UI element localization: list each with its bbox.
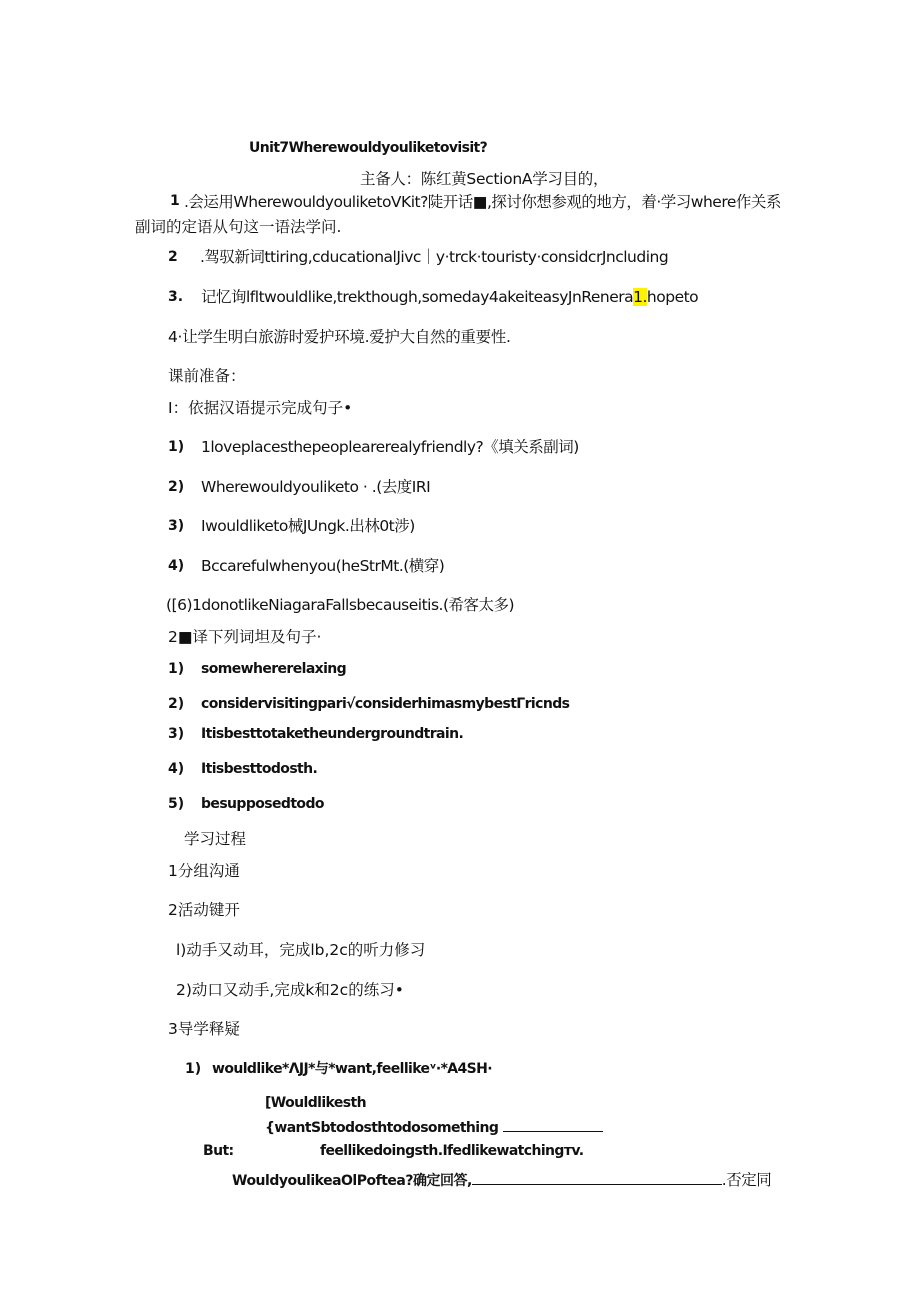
explain-brace-line-1: [Wouldlikesth (265, 1095, 366, 1111)
objective-3-text (201, 287, 698, 307)
objective-1-text: .会运用WherewouldyouliketoVKit?陡开话■,探讨你想参观的地方，着·学习where作关系 (184, 193, 781, 211)
process-step-3: 3导学释疑 (168, 1020, 240, 1038)
objective-2-number: 2 (168, 249, 178, 265)
part1-item-2-text: Wherewouldyouliketo · .(去度IRI (201, 478, 431, 496)
explain-brace-line-2-text: {wantSbtodosthtodosomething (265, 1120, 499, 1136)
part1-item-1-number: 1) (168, 439, 185, 455)
part2-item-1-text: somewhererelaxing (201, 661, 347, 677)
part2-item-4-text: Itisbesttodosth. (201, 761, 318, 777)
explain-last-line-post: .否定同 (721, 1171, 772, 1189)
prep-heading: 课前准备： (168, 367, 246, 385)
part2-item-3-number: 3) (168, 726, 185, 742)
part1-item-2-number: 2) (168, 479, 185, 495)
explain-line-1: wouldlike*ΛJJ*与*want,feellikeᵛ·*A4SH· (212, 1061, 492, 1077)
objective-2-text: .驾驭新词ttiring,cducationalJivc｜y·trck·touristy·considcrJncluding (200, 248, 669, 266)
process-step-2-sub-1: l)动手又动耳，完成lb,2c的听力修习 (176, 941, 426, 959)
answer-blank-1[interactable] (503, 1117, 603, 1132)
but-text: feellikedoingsth.Ifedlikewatchingтv. (320, 1143, 584, 1159)
part1-item-3-number: 3) (168, 518, 185, 534)
highlight-mark: 1. (633, 288, 647, 306)
part1-item-1-text: 1loveplacesthepeoplearerealyfriendly?《填关系副词) (201, 438, 579, 456)
preparer-line: 主备人：陈红黄SectionA学习目的， (360, 170, 609, 188)
part1-item-4-number: 4) (168, 558, 185, 574)
objective-4-text: 4·让学生明白旅游时爱护环境.爱护大自然的重要性. (168, 328, 511, 346)
explain-last-line-pre: WouldyoulikeaOlPoftea?确定回答, (232, 1173, 472, 1189)
part2-item-5-text: besupposedtodo (201, 796, 324, 812)
objective-1-number: 1 (170, 193, 180, 209)
explain-brace-line-2 (265, 1117, 603, 1138)
process-step-2-sub-2: 2)动口又动手,完成k和2c的练习• (176, 981, 404, 999)
part1-heading: I：依据汉语提示完成句子• (168, 399, 353, 417)
objective-1-text-cont: 副词的定语从句这一语法学问. (135, 218, 342, 236)
part2-item-3-text: Itisbesttotaketheundergroundtrain. (201, 726, 464, 742)
objective-3-text-pre: 记忆询lfltwouldlike,trekthough,someday4akeiteasyJnRenera (201, 288, 634, 306)
part2-item-2-number: 2) (168, 696, 185, 712)
but-label: But: (203, 1143, 234, 1159)
part2-item-2-text: considervisitingpari√considerhimasmybestΓricnds (201, 696, 570, 712)
part2-item-4-number: 4) (168, 761, 185, 777)
part2-heading: 2■译下列词坦及句子· (168, 628, 322, 646)
part2-item-1-number: 1) (168, 661, 185, 677)
objective-3-number: 3. (168, 289, 184, 305)
explain-last-line (232, 1170, 771, 1191)
explain-number: 1) (185, 1061, 202, 1077)
process-step-2: 2活动键开 (168, 901, 240, 919)
page-title: Unit7Wherewouldyouliketovisit? (249, 140, 488, 156)
objective-3-text-post: hopeto (646, 288, 699, 306)
part1-item-5-text: ([6)1donotlikeNiagaraFallsbecauseitis.(希客太多) (166, 596, 515, 614)
answer-blank-2[interactable] (472, 1170, 722, 1185)
process-step-1: 1分组沟通 (168, 862, 240, 880)
part1-item-3-text: Iwouldliketo械JUngk.出林0t涉) (201, 517, 415, 535)
part1-item-4-text: Bccarefulwhenyou(heStrMt.(横穿) (201, 557, 445, 575)
process-heading: 学习过程 (184, 830, 247, 848)
part2-item-5-number: 5) (168, 796, 185, 812)
